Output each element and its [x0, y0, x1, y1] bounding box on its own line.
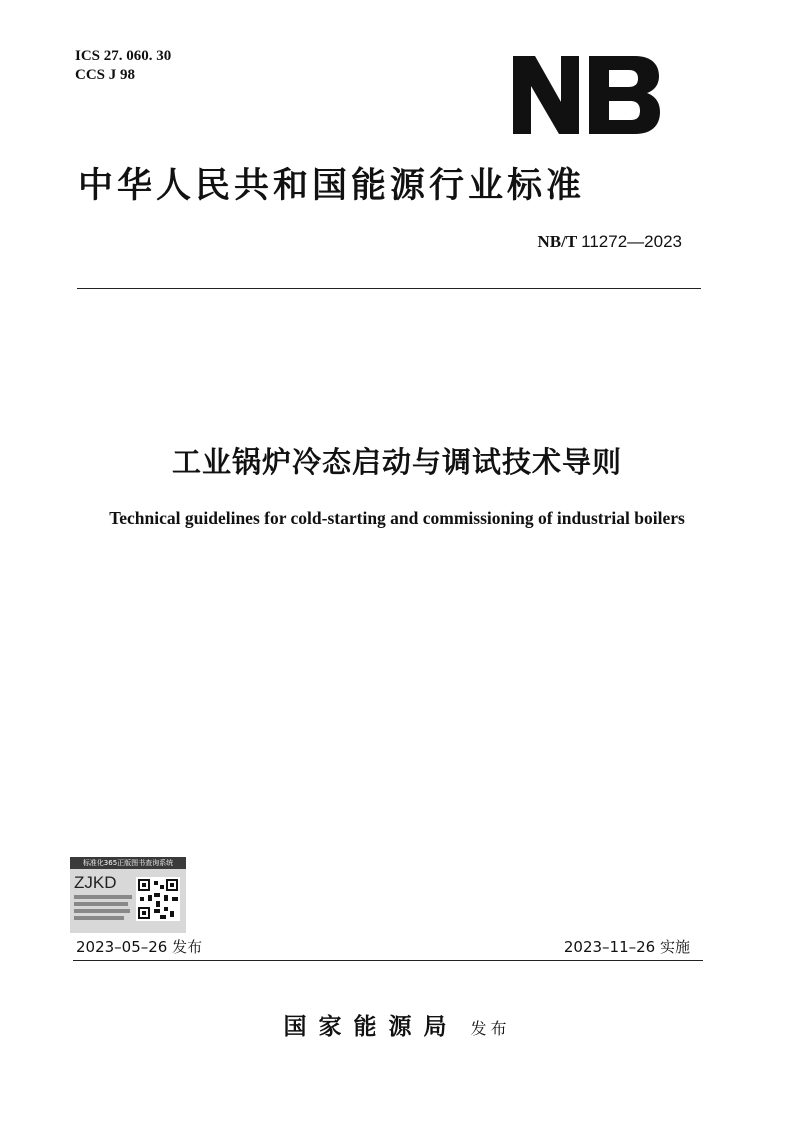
ccs-code: CCS J 98: [75, 67, 136, 83]
issuer-suffix: 发布: [470, 1019, 511, 1038]
nb-logo: [511, 54, 661, 136]
page-title: 中华人民共和国能源行业标准: [78, 165, 586, 206]
stamp-brand: ZJKD: [74, 873, 117, 892]
top-divider: [77, 288, 701, 289]
standard-number: [538, 232, 682, 252]
authenticity-stamp: [70, 857, 186, 933]
classification-codes: [75, 47, 171, 85]
ics-code: ICS 27. 060. 30: [75, 48, 172, 64]
document-title-cn: 工业锅炉冷态启动与调试技术导则: [171, 445, 622, 479]
document-title-en: Technical guidelines for cold-starting and commissioning of industrial boilers: [109, 508, 685, 528]
standard-prefix: NB/T: [537, 232, 577, 251]
issuer: [0, 1008, 794, 1041]
stamp-banner: 标准化365正版图书查询系统: [70, 857, 186, 869]
stamp-body: [70, 869, 186, 933]
stamp-fine-print: [74, 895, 134, 923]
issuer-name: 国家能源局: [283, 1013, 459, 1040]
qr-code-icon: [136, 877, 180, 921]
bottom-divider: [73, 960, 703, 961]
publish-date: 2023–05–26 发布: [76, 938, 203, 956]
standard-code: 11272—2023: [581, 232, 682, 251]
effective-date: 2023–11–26 实施: [563, 938, 690, 956]
